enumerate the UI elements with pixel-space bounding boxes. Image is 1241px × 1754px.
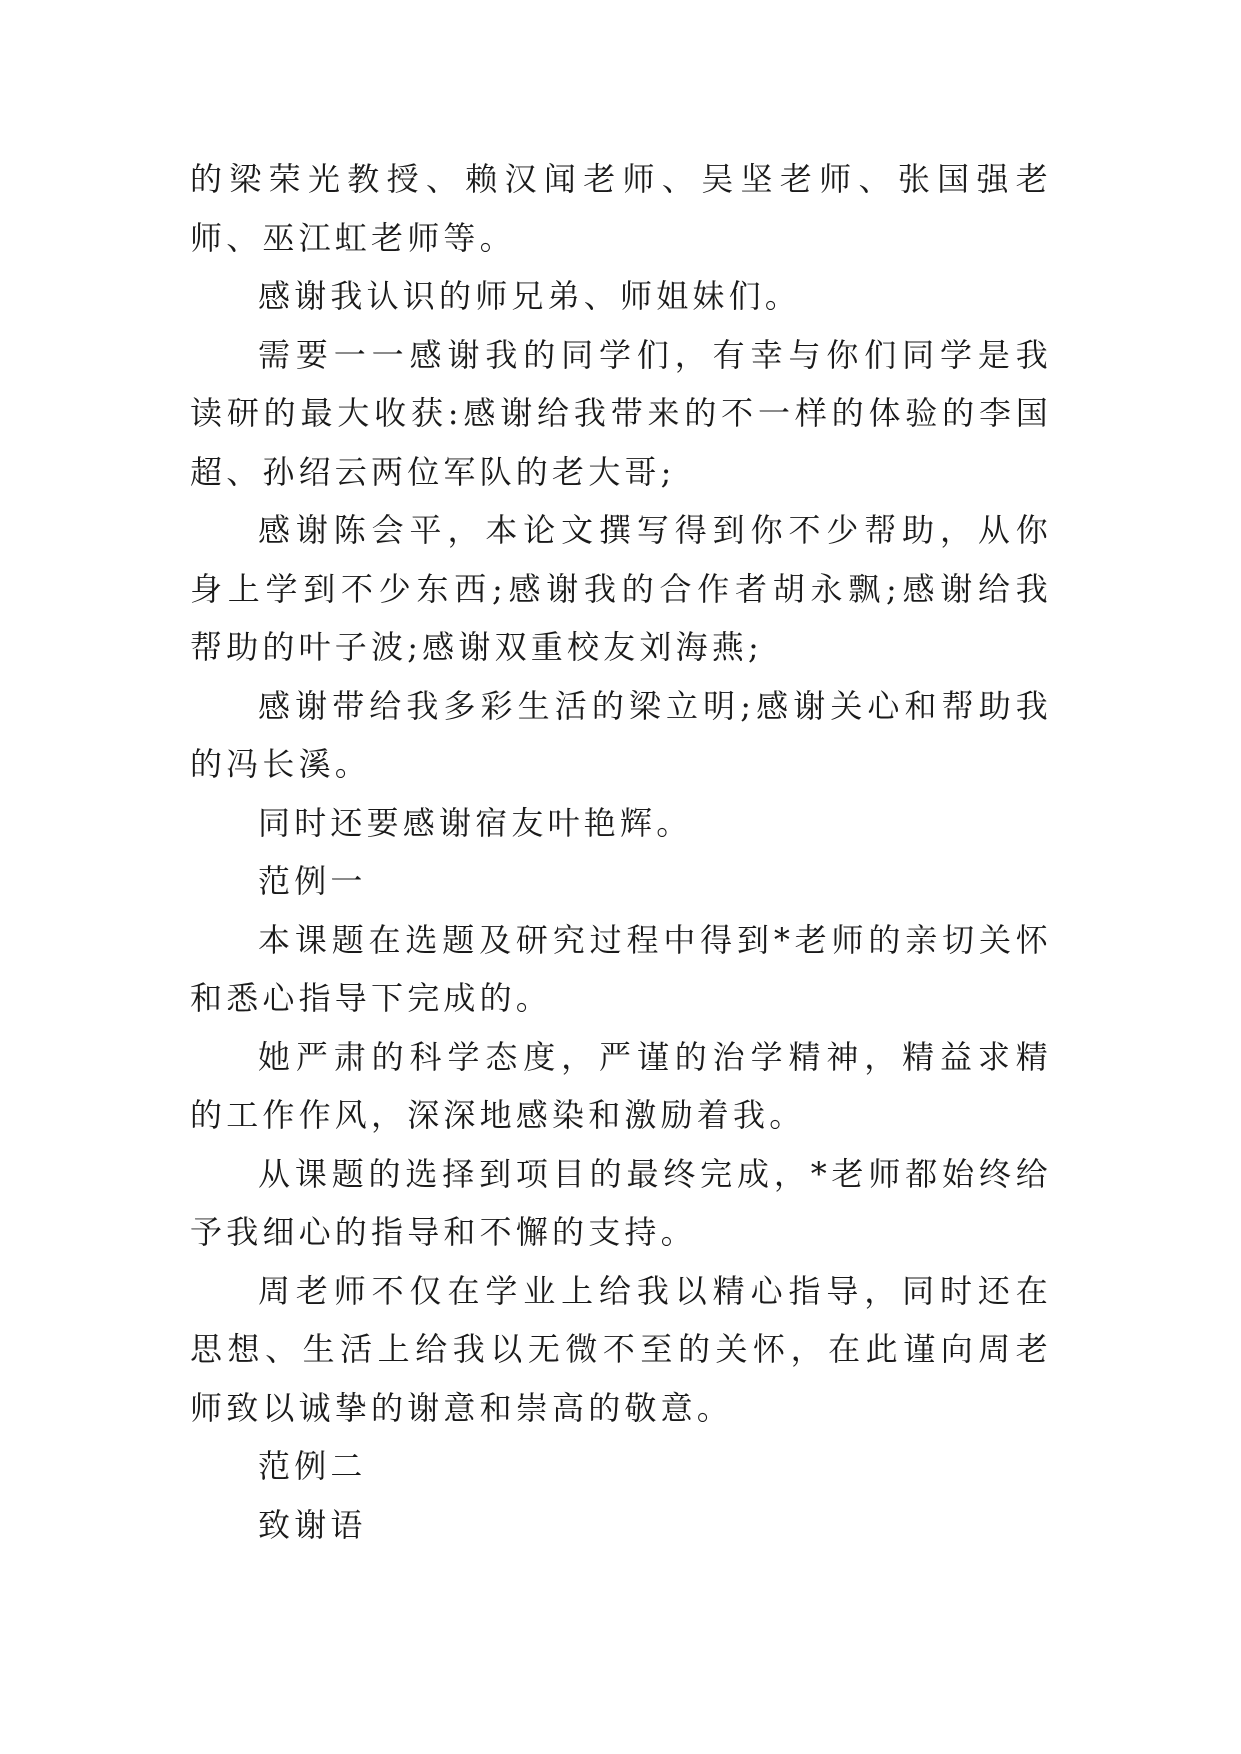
paragraph-thanks-classmates: 需要一一感谢我的同学们，有幸与你们同学是我读研的最大收获:感谢给我带来的不一样的体验的李国超、孙绍云两位军队的老大哥; — [190, 335, 1052, 491]
paragraph-continuation: 的梁荣光教授、赖汉闻老师、吴坚老师、张国强老师、巫江虹老师等。 — [190, 160, 1052, 257]
paragraph-example-one-intro: 本课题在选题及研究过程中得到*老师的亲切关怀和悉心指导下完成的。 — [190, 920, 1052, 1017]
paragraph-thanks-liang: 感谢带给我多彩生活的梁立明;感谢关心和帮助我的冯长溪。 — [190, 686, 1052, 783]
paragraph-example-one-attitude: 她严肃的科学态度，严谨的治学精神，精益求精的工作作风，深深地感染和激励着我。 — [190, 1037, 1052, 1134]
paragraph-thanks-peers: 感谢我认识的师兄弟、师姐妹们。 — [258, 277, 802, 315]
paragraph-example-one-gratitude: 周老师不仅在学业上给我以精心指导，同时还在思想、生活上给我以无微不至的关怀，在此谨向周老师致以诚挚的谢意和崇高的敬意。 — [190, 1271, 1052, 1427]
heading-acknowledgement: 致谢语 — [258, 1505, 367, 1544]
paragraph-thanks-chen: 感谢陈会平，本论文撰写得到你不少帮助，从你身上学到不少东西;感谢我的合作者胡永飘;感谢给我帮助的叶子波;感谢双重校友刘海燕; — [190, 511, 1052, 666]
document-page — [190, 150, 1052, 1554]
heading-example-two: 范例二 — [258, 1447, 367, 1485]
paragraph-thanks-roommate: 同时还要感谢宿友叶艳辉。 — [258, 803, 693, 842]
heading-example-one: 范例一 — [258, 862, 367, 900]
paragraph-example-one-support: 从课题的选择到项目的最终完成，*老师都始终给予我细心的指导和不懈的支持。 — [190, 1154, 1052, 1251]
